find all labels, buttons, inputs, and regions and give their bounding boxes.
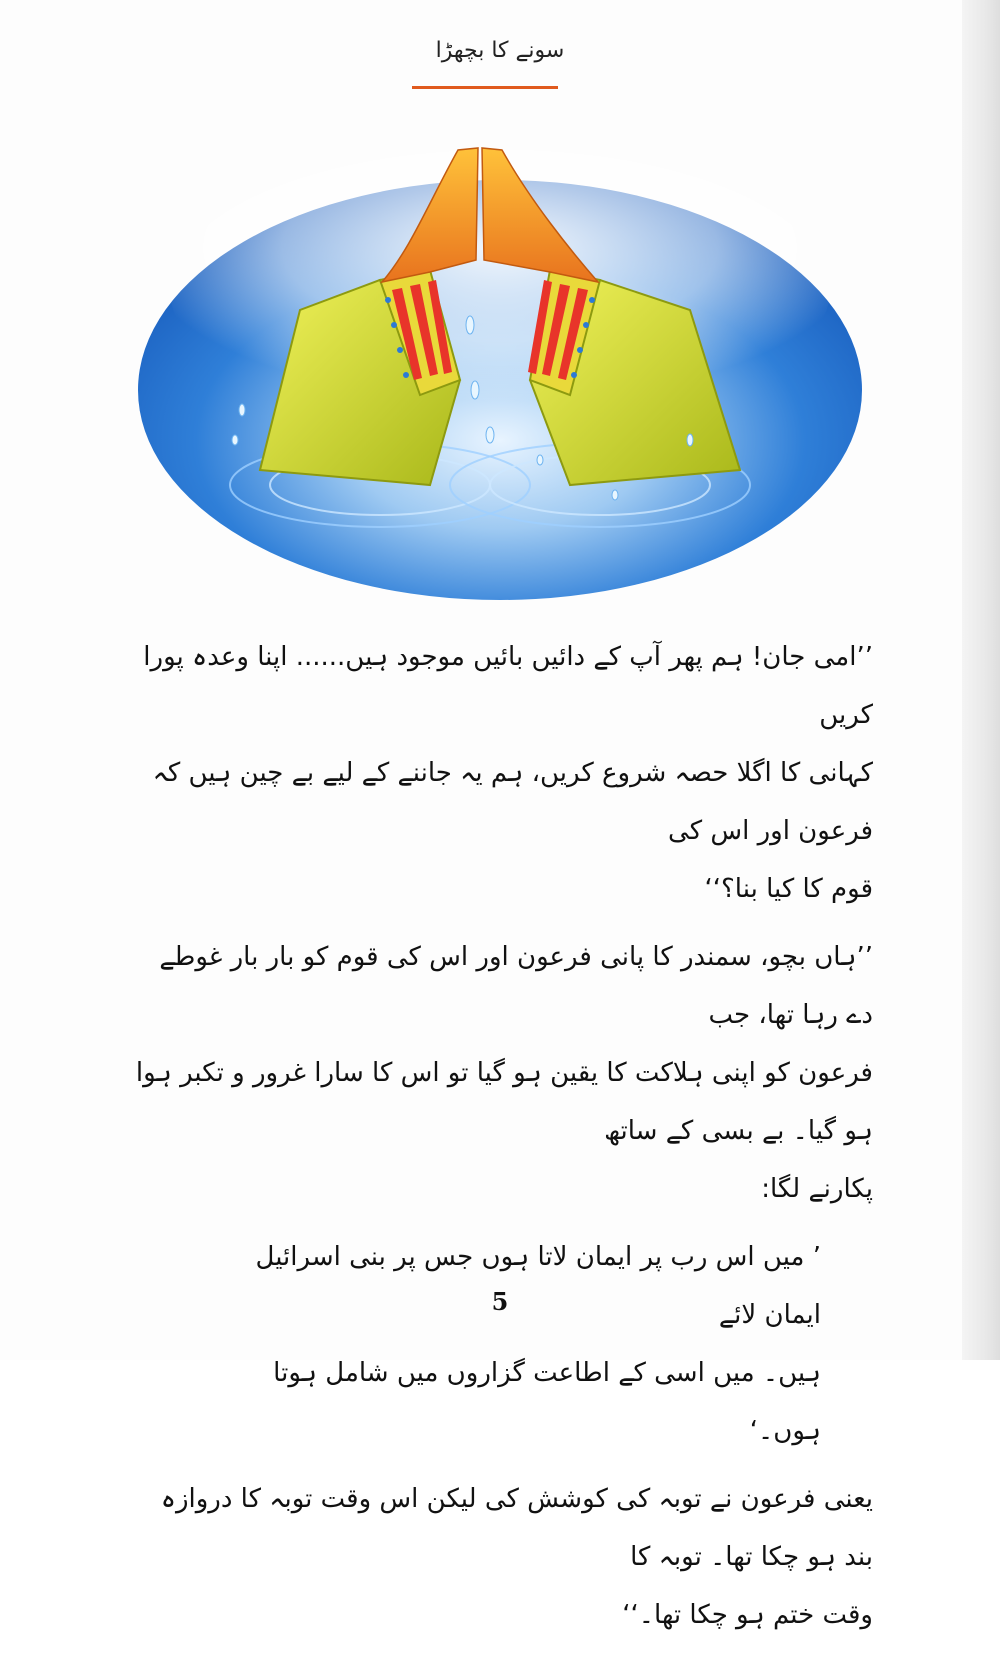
running-head-title: سونے کا بچھڑا — [435, 38, 565, 63]
text-line: ’’ہاں بچو، سمندر کا پانی فرعون اور اس کی قوم کو بار بار غوطے دے رہا تھا، جب — [159, 942, 873, 1030]
text-line: کہانی کا اگلا حصہ شروع کریں، ہم یہ جاننے کے لیے بے چین ہیں کہ فرعون اور اس کی — [152, 758, 873, 846]
page-number: 5 — [491, 1287, 509, 1316]
paragraph-children-request — [135, 628, 873, 918]
text-line: قوم کا کیا بنا؟‘‘ — [704, 874, 873, 904]
text-line: وقت ختم ہو چکا تھا۔‘‘ — [622, 1600, 873, 1630]
paragraph-conclusion — [135, 1470, 873, 1644]
text-line: یعنی فرعون نے توبہ کی کوشش کی لیکن اس وقت توبہ کا دروازہ بند ہو چکا تھا۔ توبہ کا — [160, 1484, 873, 1572]
paragraph-mother-reply — [135, 928, 873, 1218]
text-line: ’ میں اس رب پر ایمان لاتا ہوں جس پر بنی اسرائیل ایمان لائے — [255, 1242, 821, 1330]
text-line: ہیں۔ میں اسی کے اطاعت گزاروں میں شامل ہوتا ہوں۔‘ — [273, 1358, 821, 1446]
text-line: پکارنے لگا: — [761, 1174, 873, 1204]
text-line: فرعون کو اپنی ہلاکت کا یقین ہو گیا تو اس کا سارا غرور و تکبر ہوا ہو گیا۔ بے بسی کے ساتھ — [135, 1058, 873, 1146]
quotation-block — [135, 1228, 873, 1460]
page-edge-shadow — [962, 0, 1000, 1360]
text-line: ’’امی جان! ہم پھر آپ کے دائیں بائیں موجود ہیں...... اپنا وعدہ پورا کریں — [143, 642, 873, 730]
story-text — [135, 628, 873, 1654]
running-head-underline — [412, 86, 558, 89]
praying-hands-illustration — [130, 140, 870, 610]
